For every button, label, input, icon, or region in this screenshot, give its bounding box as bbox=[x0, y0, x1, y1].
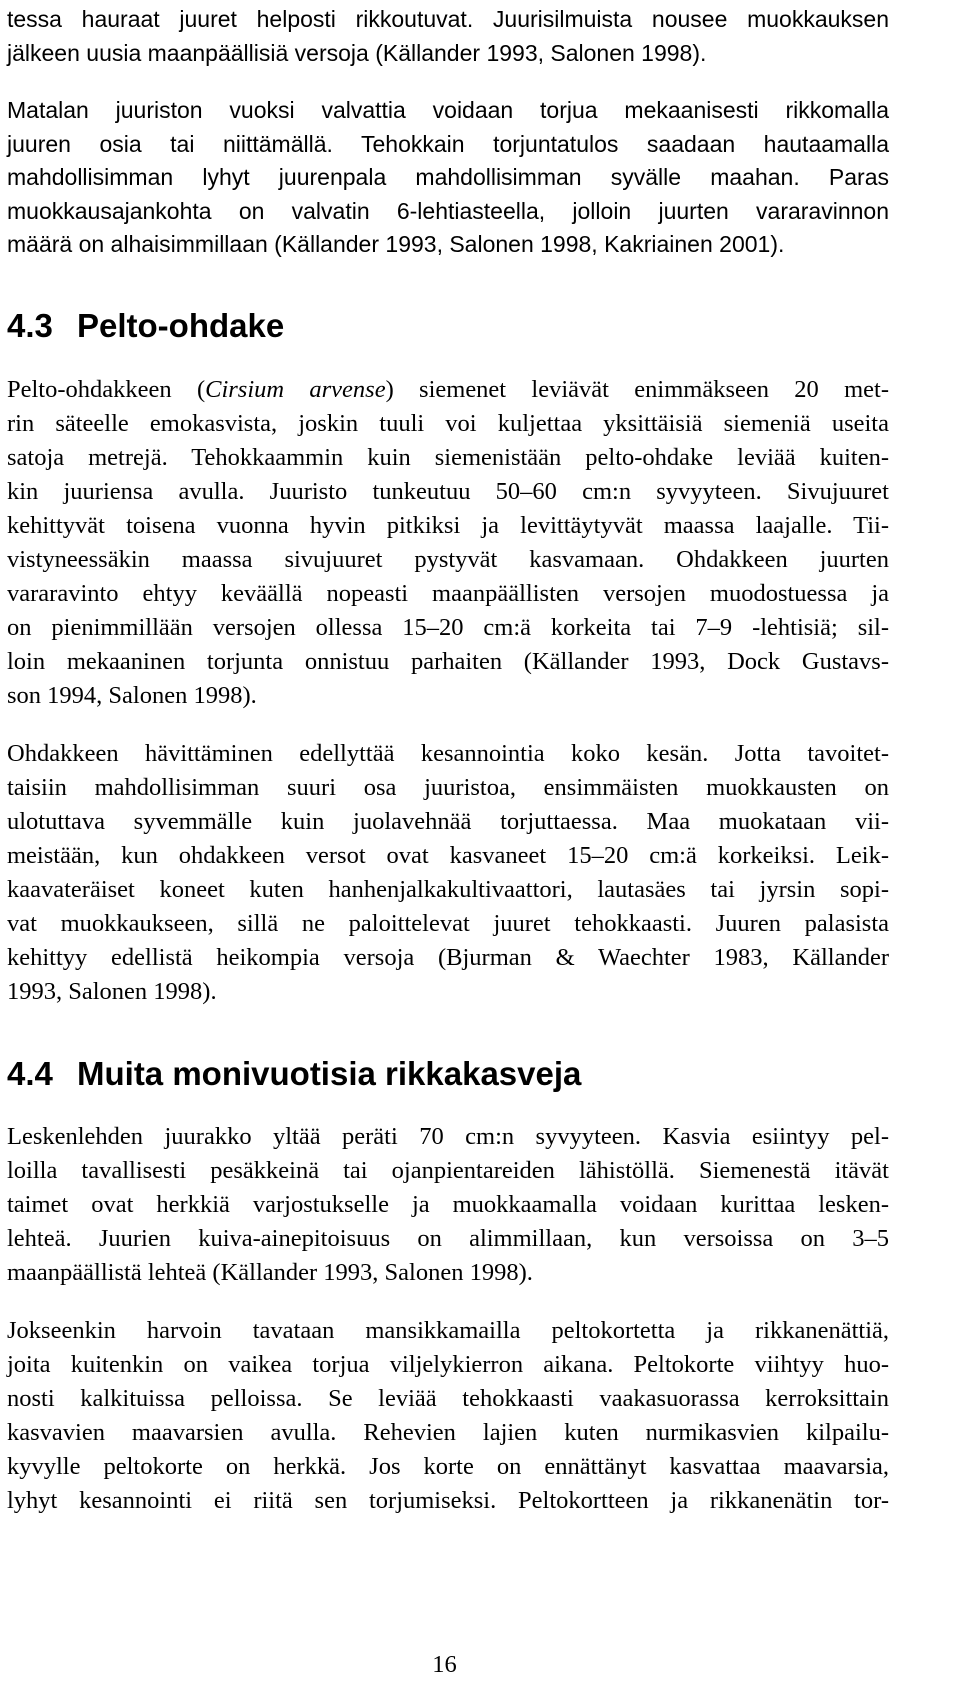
text-line: rin säteelle emokasvista, joskin tuuli voi kuljettaa yksittäisiä siemeniä useita bbox=[7, 410, 889, 437]
species-name: Cirsium arvense bbox=[205, 376, 386, 403]
text-line: vat muokkaukseen, sillä ne paloittelevat juuret tehokkaasti. Juuren palasista bbox=[7, 910, 889, 937]
text-line: jälkeen uusia maanpäällisiä versoja (Källander 1993, Salonen 1998). bbox=[7, 40, 707, 66]
section-heading-4-4 bbox=[7, 1054, 581, 1094]
section-number: 4.3 bbox=[7, 307, 53, 344]
text-line: meistään, kun ohdakkeen versot ovat kasvaneet 15–20 cm:ä korkeiksi. Leik- bbox=[7, 842, 889, 869]
section-title: Muita monivuotisia rikkakasveja bbox=[77, 1055, 582, 1092]
text-line: satoja metrejä. Tehokkaammin kuin siemenistään pelto-ohdake leviää kuiten- bbox=[7, 444, 889, 471]
text-line: loilla tavallisesti pesäkkeinä tai ojanpientareiden lähistöllä. Siemenestä itävät bbox=[7, 1157, 889, 1184]
text-line: kehittyvät toisena vuonna hyvin pitkiksi ja levittäytyvät maassa laajalle. Tii- bbox=[7, 512, 889, 539]
text-line: lyhyt kesannointi ei riitä sen torjumiseksi. Peltokortteen ja rikkanenätin tor- bbox=[7, 1487, 889, 1514]
text-line: vistyneessäkin maassa sivujuuret pystyvät kasvamaan. Ohdakkeen juurten bbox=[7, 546, 889, 573]
text-line: ulotuttava syvemmälle kuin juolavehnää torjuttaessa. Maa muokataan vii- bbox=[7, 808, 889, 835]
text-line: maanpäällistä lehteä (Källander 1993, Salonen 1998). bbox=[7, 1259, 533, 1286]
text-line: loin mekaaninen torjunta onnistuu parhaiten (Källander 1993, Dock Gustavs- bbox=[7, 648, 889, 675]
text-run: Pelto-ohdakkeen ( bbox=[7, 376, 206, 403]
text-line: kaavateräiset koneet kuten hanhenjalkakultivaattori, lautasäes tai jyrsin sopi- bbox=[7, 876, 889, 903]
section-number: 4.4 bbox=[7, 1055, 53, 1092]
text-line: kyvylle peltokorte on herkkä. Jos korte on ennättänyt kasvattaa maavarsia, bbox=[7, 1453, 889, 1480]
text-line: Ohdakkeen hävittäminen edellyttää kesannointia koko kesän. Jotta tavoitet- bbox=[7, 740, 889, 767]
text-line: nosti kalkituissa pelloissa. Se leviää tehokkaasti vaakasuorassa kerroksittain bbox=[7, 1385, 889, 1412]
page-number: 16 bbox=[432, 1651, 457, 1678]
text-run: ) siemenet leviävät enimmäkseen 20 met- bbox=[385, 376, 889, 403]
text-line: tessa hauraat juuret helposti rikkoutuvat. Juurisilmuista nousee muokkauksen bbox=[7, 6, 889, 32]
text-line: joita kuitenkin on vaikea torjua viljelykierron aikana. Peltokorte viihtyy huo- bbox=[7, 1351, 889, 1378]
section-title: Pelto-ohdake bbox=[77, 307, 285, 344]
text-line bbox=[7, 375, 889, 405]
text-line: kehittyy edellistä heikompia versoja (Bjurman & Waechter 1983, Källander bbox=[7, 944, 889, 971]
text-line: vararavinto ehtyy keväällä nopeasti maanpäällisten versojen muodostuessa ja bbox=[7, 580, 889, 607]
text-line: on pienimmillään versojen ollessa 15–20 cm:ä korkeita tai 7–9 -lehtisiä; sil- bbox=[7, 614, 889, 641]
text-line: lehteä. Juurien kuiva-ainepitoisuus on alimmillaan, kun versoissa on 3–5 bbox=[7, 1225, 889, 1252]
text-line: taisiin mahdollisimman suuri osa juuristoa, ensimmäisten muokkausten on bbox=[7, 774, 889, 801]
text-line: Leskenlehden juurakko yltää peräti 70 cm:n syvyyteen. Kasvia esiintyy pel- bbox=[7, 1123, 889, 1150]
text-line: taimet ovat herkkiä varjostukselle ja muokkaamalla voidaan kurittaa lesken- bbox=[7, 1191, 889, 1218]
text-line: mahdollisimman lyhyt juurenpala mahdollisimman syvälle maahan. Paras bbox=[7, 164, 889, 190]
text-line: son 1994, Salonen 1998). bbox=[7, 682, 257, 709]
text-line: 1993, Salonen 1998). bbox=[7, 978, 217, 1005]
text-line: kin juuriensa avulla. Juuristo tunkeutuu 50–60 cm:n syvyyteen. Sivujuuret bbox=[7, 478, 889, 505]
text-line: muokkausajankohta on valvatin 6-lehtiasteella, jolloin juurten vararavinnon bbox=[7, 198, 889, 224]
text-line: määrä on alhaisimmillaan (Källander 1993, Salonen 1998, Kakriainen 2001). bbox=[7, 231, 785, 257]
text-line: Jokseenkin harvoin tavataan mansikkamailla peltokortetta ja rikkanenättiä, bbox=[7, 1317, 889, 1344]
text-line: juuren osia tai niittämällä. Tehokkain torjuntatulos saadaan hautaamalla bbox=[7, 131, 889, 157]
text-line: Matalan juuriston vuoksi valvattia voidaan torjua mekaanisesti rikkomalla bbox=[7, 97, 889, 123]
section-heading-4-3 bbox=[7, 306, 284, 346]
text-line: kasvavien maavarsien avulla. Rehevien lajien kuten nurmikasvien kilpailu- bbox=[7, 1419, 889, 1446]
